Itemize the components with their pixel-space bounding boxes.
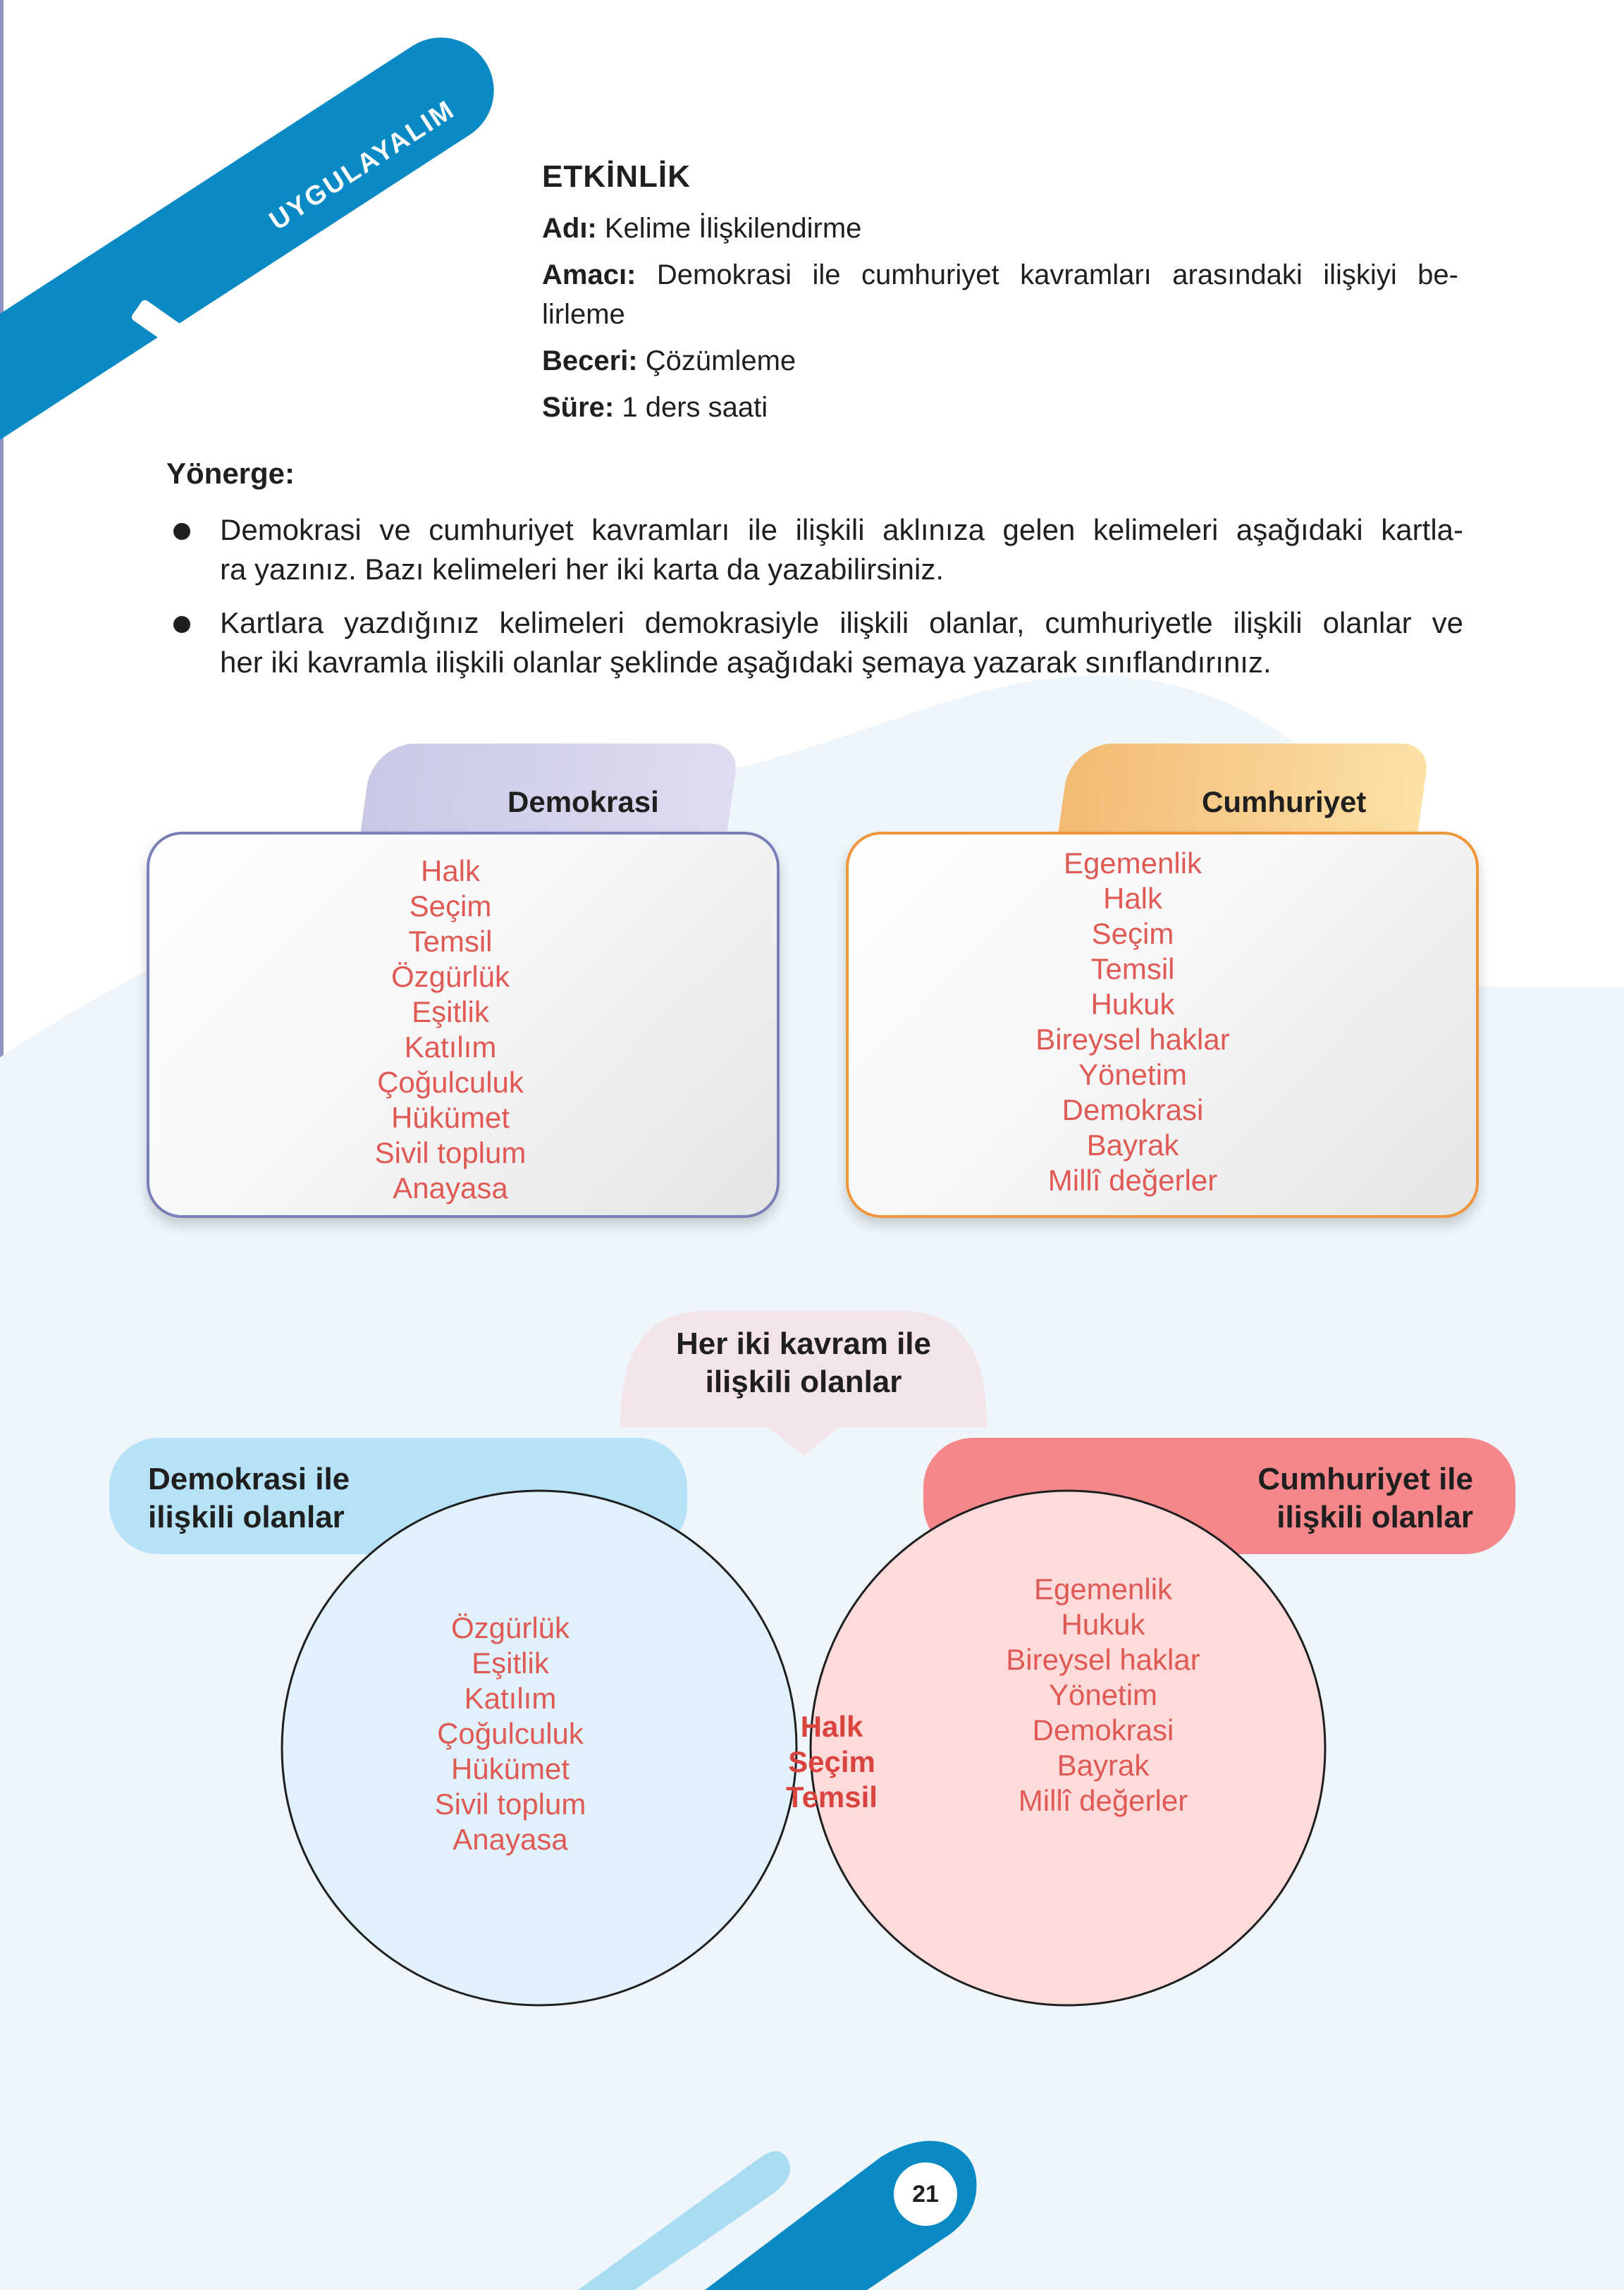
word-item: Özgürlük [450, 1611, 570, 1644]
cumhuriyet-only-list [976, 1572, 1230, 1818]
word-item: Sivil toplum [374, 1136, 527, 1169]
activity-duration: Süre: 1 ders saati [542, 392, 768, 423]
word-item: Halk [1102, 882, 1163, 915]
pencil-icon [120, 296, 240, 402]
word-item: Hukuk [1090, 987, 1175, 1021]
word-item: Seçim [788, 1745, 875, 1778]
word-item: Bayrak [1086, 1128, 1179, 1162]
word-item: Demokrasi [1062, 1093, 1204, 1126]
demokrasi-card-title: Demokrasi [508, 785, 659, 818]
bullet-dot-icon [173, 616, 190, 633]
instruction-bullet: Demokrasi ve cumhuriyet kavramları ile ilişkili aklınıza gelen kelimeleri aşağıdaki kartla- ra yazınız. Bazı kelimeleri her iki karta da yazabilirsiniz. [173, 510, 1463, 589]
word-item: Egemenlik [1063, 847, 1202, 880]
cumhuriyet-word-list [819, 846, 1446, 1198]
word-item: Hukuk [1061, 1608, 1145, 1641]
activity-aim: Amacı: Demokrasi ile cumhuriyet kavramları arasındaki ilişkiyi be- lirleme [542, 259, 1458, 330]
word-item: Hükümet [390, 1101, 510, 1134]
word-item: Çoğulculuk [437, 1717, 584, 1750]
word-item: Anayasa [393, 1171, 508, 1205]
word-item: Eşitlik [472, 1646, 549, 1680]
word-item: Anayasa [453, 1823, 568, 1856]
demokrasi-word-list [137, 854, 764, 1206]
bullet-dot-icon [173, 523, 190, 540]
word-item: Temsil [786, 1780, 878, 1814]
cumhuriyet-related-label: Cumhuriyet ile ilişkili olanlar [1257, 1462, 1473, 1534]
word-item: Halk [420, 854, 481, 887]
word-item: Katılım [464, 1682, 557, 1715]
word-item: Millî değerler [1047, 1164, 1218, 1197]
word-item: Bayrak [1057, 1749, 1150, 1782]
instructions-title: Yönerge: [166, 457, 295, 490]
word-item: Özgürlük [390, 960, 510, 993]
word-item: Yönetim [1078, 1058, 1188, 1091]
cumhuriyet-card-title: Cumhuriyet [1202, 785, 1367, 818]
word-item: Hükümet [450, 1752, 570, 1785]
activity-title: ETKİNLİK [542, 159, 691, 194]
word-item: Eşitlik [412, 995, 489, 1028]
both-concepts-list [733, 1709, 930, 1815]
word-item: Egemenlik [1033, 1572, 1173, 1606]
word-item: Bireysel haklar [1006, 1643, 1200, 1676]
word-item: Demokrasi [1032, 1713, 1174, 1747]
word-item: Katılım [404, 1030, 497, 1064]
word-item: Sivil toplum [434, 1787, 586, 1821]
word-item: Bireysel haklar [1035, 1023, 1230, 1056]
word-item: Seçim [409, 889, 492, 923]
instruction-bullet: Kartlara yazdığınız kelimeleri demokrasiyle ilişkili olanlar, cumhuriyetle ilişkili olanlar ve her iki kavramla ilişkili olanlar şeklinde aşağıdaki şemaya yazarak sınıflandırınız. [173, 603, 1463, 682]
page-number: 21 [894, 2162, 957, 2226]
demokrasi-related-label: Demokrasi ile ilişkili olanlar [148, 1462, 350, 1534]
activity-name: Adı: Kelime İlişkilendirme [542, 213, 862, 244]
word-item: Temsil [1090, 952, 1175, 985]
word-item: Millî değerler [1018, 1784, 1188, 1817]
word-item: Halk [800, 1710, 863, 1743]
word-item: Çoğulculuk [377, 1066, 524, 1099]
banner-label: UYGULAYALIM [264, 94, 461, 237]
word-item: Yönetim [1048, 1678, 1158, 1711]
both-concepts-label: Her iki kavram ile ilişkili olanlar [675, 1326, 931, 1399]
demokrasi-only-list [405, 1611, 616, 1857]
activity-skill: Beceri: Çözümleme [542, 345, 796, 376]
word-item: Temsil [408, 925, 493, 958]
word-item: Seçim [1091, 917, 1174, 950]
